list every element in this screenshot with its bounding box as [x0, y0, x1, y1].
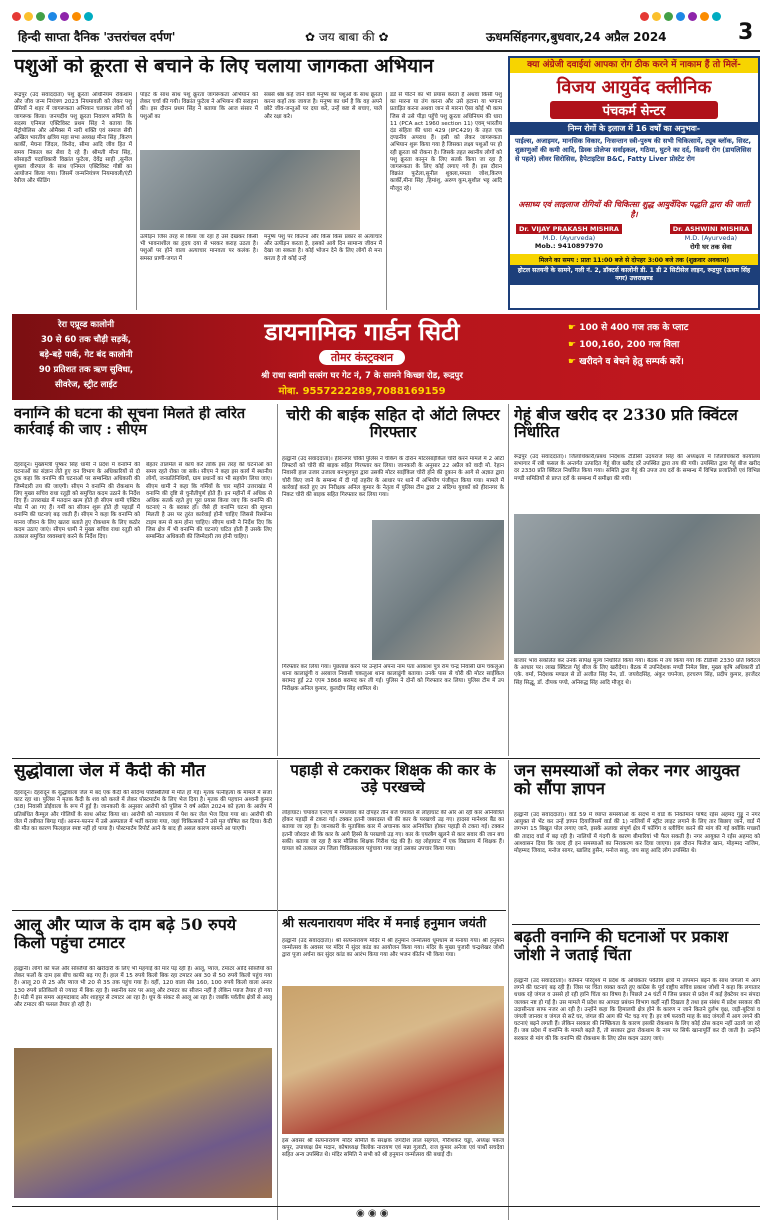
teacher-headline: पहाड़ी से टकराकर शिक्षक की कार के उड़े परखच्चे — [290, 762, 496, 796]
forest-fire-col1: देहरादून। मुख्यमंत्री पुष्कर सिंह धामी ने प्रदेश में वनाग्नि की घटनाओं का संज्ञान लेते हुए वन विभाग के अधिकारियों से दो टूक कहा कि वनाग्नि की घटनाओं पर सम्बन्धित अधिकारी की जिम्मेदारी तय की जाएगी। सीएम ने वनाग्नि की रोकथाम के लिए मुख्य सचिव राधा रतूड़ी को समुचित कदम उठाने के निर्देश दिए हैं। उत्तराखंड में मतदान खत्म होते ही सीएम धामी एक्टिव मोड में आ गए हैं। गर्मी का सीजन शुरू होते ही पहाड़ों में वनाग्नि की घटनाएं बढ़ जाती हैं। सीएम ने कहा कि वनाग्नि को मानव जीवन के लिए खतरा बताते हुए रोकथाम के लिए कठोर कदम उठाए जाएं। सीएम धामी ने मुख्य सचिव राधा रतूड़ी को तत्काल समुचित व्यवस्थाएं करने के निर्देश दिए। — [14, 462, 140, 541]
garden-address: श्री राधा स्वामी सत्संग घर गेट नं, 7 के सामने किच्छा रोड, रूद्रपुर — [261, 371, 463, 381]
story1-col2-bottom: उत्पीड़न जिस तरह से किया जा रहा है उसे देखकर किसी भी भावनाशील का हृदय दया से भरकर कराह उठता है। पशुओं पर होने वाला अत्याचार मानवता पर कलंक है। समस्त प्राणी-जगत में — [140, 234, 258, 262]
veg-body: हल्द्वानी। लोगों को फल और सब्जियों की खरीदारी के लिए भी महंगाई की मार पड़ रही है। आलू, प्याज, टमाटर आदि सब्जियों को लेकर फलों के दाम इस बीच काफी बढ़ गए हैं। हाल में 15 रुपये किलो बिक रहा टमाटर अब 30 से 50 रुपये किलो पहुंच गया है। आलू 20 से 25 और प्याज भी 20 से 35 तक पहुंच गया है। वहीं, 120 वाला सेब 160, 100 रुपये किलो वाला अनार 130 रुपये प्रतिकिलो से ज्यादा में बिक रहा है। स्थानीय स्तर पर आलू और टमाटर का सीजन नहीं है लेकिन प्याज तैयार हो गया है। मंडी में इस समय अहमदाबाद और शाहपुर से टमाटर आ रहा है। धूप के संकट से आलू आ रहा है। जबकि पर्वतीय क्षेत्रों से आलू और टमाटर की फसल तैयार हो रही है। — [14, 966, 272, 1009]
clinic-strip: निम्न रोगों के इलाज में 16 वर्षों का अनुभवः- — [510, 122, 758, 135]
color-dot — [712, 12, 721, 21]
color-dot — [24, 12, 33, 21]
garden-left-line2: 30 से 60 तक चौड़ी सड़कें, — [41, 335, 131, 345]
doctor-2-name: Dr. ASHWINI MISHRA — [670, 224, 752, 234]
bike-top: हल्द्वानी (उद संवाददाता)। हीरानगर चौकी पुलिस ने चेकिंग के दौरान मोटरसाईकिल चोरी करने मामले में 2 ऑटो लिफ्टरों को चोरी की बाइक सहित गिरफ्तार कर लिया। जानकारी के अनुसार 22 अप्रैल को वादी मो. रेहान निवासी हाल उजार उजाला बनभूलपुरा द्वारा उसकी मोटर साईकिल चोरी होने की दुकान के आगे से अज्ञात द्वारा चोरी किए जाने के सम्बन्ध में दी गई तहरीर के आधार पर थाने में अभियोग पंजीकृत किया गया। मामले में कार्रवाई करते हुए उप निरीक्षक अनिल कुमार के नेतृत्व में पुलिस टीम द्वारा 2 संदिग्ध युवकों को हीरानगर के निकट चोरी की बाइक सहित गिरफ्तार कर लिया गया। — [282, 456, 504, 499]
garden-right-block — [568, 320, 754, 394]
page-number: 3 — [738, 20, 754, 45]
clinic-name: विजय आयुर्वेद क्लीनिक — [556, 77, 712, 98]
garden-right-line1: ☛ 100 से 400 गज तक के प्लाट — [568, 320, 754, 337]
clinic-address: होटल सतयनी के सामने, गली नं. 2, डॉक्टर्स कालोनी डी. 1 डी 2 सिटीसेल लाइन, रूद्रपुर (ऊधम सिंह नगर) उत्तराखण्ड — [510, 265, 758, 285]
forest-fire-headline: वनाग्नि की घटना की सूचना मिलते ही त्वरित कार्रवाई की जाए : सीएम — [14, 406, 246, 439]
garden-right-line2: ☛ 100,160, 200 गज विला — [568, 337, 754, 354]
story1-col2-top: पॉइंट के साथ साथ पशु क्रूरता जागरूकता अभियान को लेकर चर्चा की गयी। विक्रांत फुटेला ने अभियान की सराहना की। इस दौरान प्रथम सिंह ने बताया कि आज संसार में पशुओं का — [140, 92, 258, 120]
color-dot — [676, 12, 685, 21]
story1-col4: डंडे से पीटने का भी प्रयास करता है अथवा किसी पशु का मारना या तंग करना और उसे हटाना या भगाना प्रताड़ित करना अथवा जान से मारना ऐसा कोई भी काम जिस से उसे पीड़ा पहुँचे पशु क्रूरता अधिनियम की धारा 11 (PCA act 1960 section 11) एवम् भारतीय दंड संहिता की धारा 429 (IPC429) के तहत एक दण्डनीय अपराध हैं। इसी को लेकर जागरूकता अभियान शुरू किया गया है जिसका लक्ष्य पशुओं पर हो रही क्रूरता को रोकना है। जिसके तहत स्थानीय लोगों को पशु क्रूरता कानून के लिए सतर्क किया जा रहा है जागरूकता के लिए कोई लगाए गये हैं। इस दौरान विक्रांत फुटेला,सुनील शुक्ला,ममता जोश,किरण कार्की,मीना सिंह ,हिमांशु, अरुण कुम,सुशील भट्ट आदि मौजूद रहे। — [390, 92, 502, 192]
bike-bottom: गिरफ्तार कर लिया गया। पूछताछ करने पर उन्होंने अपना नाम पता आकाश पुत्र राम चन्द्र निवासी ग्राम चकलुआ थाना कालाढूंगी व अरबाज निवासी चकलुआ थाना कालाढूंगी बताया। उनके पास से चोरी की मोटर साईकिल बरामद हुई 22 एएम 3868 बरामद कर ली गई। पुलिस ने दोनों को गिरफ्तार कर लिया। पुलिस टीम में उप निरीक्षक अनिल कुमार, कुलदीप सिंह शामिल थे। — [282, 664, 504, 692]
temple-top: हल्द्वानी (उद संवाददाता)। श्री सत्यनारायण मंदिर में श्री हनुमान जन्मोत्सव धूमधाम से मनाया गया। श्री हनुमान जन्मोत्सव के अवसर पर मंदिर में सुंदर कांड का आयोजन किया गया। मंदिर के मुख्य पुजारी चन्द्रशेखर जोशी द्वारा पूजा अर्चना कर सुंदर कांड का आरंभ किया गया और भजन कीर्तन भी किया गया। — [282, 938, 504, 959]
clinic-diseases: पाईल्स, अजाइमर, मानसिक विकार, निःसन्तान स्त्री-पुरुष की सभी चिकित्सायें, ट्यूब ब्लॉक, सिस्ट, शुक्राणुओं की कमी आदि, डिस्क प्रोलेप्स सर्वाइकल, गठिया, घुटने का दर्द, किडनी रोग (डायलिसिस से पहले) लीवर सिरोसिस, हैपेटाइटिस B&C, Fatty Liver प्रोस्टेट रोग — [515, 137, 752, 163]
footer-marks: ◉ ◉ ◉ — [356, 1208, 389, 1219]
wheat-bottom: बाजार भाव संकलित कर उनके सापेक्ष मूल्य निर्धारित किया गया। बैठक में तय किया गया कि टीडीसी 2330 प्रति क्विंटल के आधार पर। लाख क्विंटल गेहूं बीज के लिए खरीदेगा। बैठक में उपनिदेशक मण्डी निमेल बिष्ट, मुख्य कृषि अधिकारी डॉ एके. वर्मा, निदेशक मण्डल से डॉ अजीत सिंह नैन, डॉ. जयवेदसिंह, अंकुर चपनेजा, हरचरण सिंह, प्रदीप कुमार, हरजेंदर सिंह सिद्धू, डॉ. दीपक पण्डे, अनिरुद्ध सिंह आदि मौजूद थे। — [514, 658, 760, 686]
mayor-body: हल्द्वानी (उद संवाददाता)। वार्ड 59 में व्याप्त समस्याओं के संदर्भ में वार्ड के निवर्तमान पार्षद रईस अहमद गुड्डू ने नगर आयुक्त से भेंट कर उन्हें ज्ञापन दियाजिसमें वार्ड की 1) नालियों में स्ट्रीट लाइट लगाने के लिए तार बिछाए जाने, वार्ड में लगभग 15 बिखुत पोल लगाए जाने, इसके अलावा संपूर्ण क्षेत्र में फॉगिंग व ब्लीचिंग करने की मांग की गई क्योंकि मच्छरों की तादाद वार्ड में बढ़ रही है। नालियों में गंदगी के कारण बीमारियां भी फैल सकती है। नगर आयुक्त ने रईस अहमद को आश्वासन दिया कि जल्द ही इन समस्याओं का निराकरण कर दिया जाएगा। इस दौरान फिरोज खान, मोहम्मद नाजिम, मोहम्मद जियाद, मनोज सागर, खालिद हुसैन, मनोज साहू, जय साहू आदि लोग उपस्थित थे। — [514, 812, 760, 855]
wheat-top: रूद्रपुर (उद संवाददाता)। जिलाधिकारी/प्रबंध निदेशक टीडीसी उदयराज सिंह की अध्यक्षता में जिलाधिकारी कार्यालय सभागार में रबी फसल के अन्तर्गत उत्पादित गेहूं बीज खरीद दरें उपस्थित द्वारा तय की गयी। उपस्थित द्वारा गेहूं बीज खरीद दर 2330 प्रति क्विंटल निर्धारित किया गया। समिति द्वारा गेहूं की उपज तय दरों के सम्बन्ध में विभिन्न प्रजातियों एवं विभिन्न मण्डी समितियों से प्राप्त दरों के सम्बन्ध में समीक्षा की गयी। — [514, 454, 760, 482]
sparkle-icon: ✿ — [378, 30, 389, 44]
temple-bottom: इस अवसर श्री सत्यनारायण मंदिर समिति के संरक्षक जगदीश लाल सहगल, गौरीशंकर चड्ढा, अध्यक्ष पंकज कपूर, उपाध्यक्ष प्रेम मदान, कोषाध्यक्ष त्रिलोक नारायण एवं मन्ना गुलाटी, राज कुमार अनेजा एवं पार्थो सचदेवा सहित अन्य उपस्थित थे। मंदिर समिति ने सभी को श्री हनुमान जन्मोत्सव की बधाई दी। — [282, 1138, 504, 1159]
clinic-doctors — [510, 221, 758, 254]
teacher-body: लोहाघाट। चंपावत एनएच में मंगलवार को दोपहर तीन बजे चंपावत से लोहाघाट की ओर आ रही कार अनियंत्रित होकर पहाड़ी से टकरा गई। टक्कर इतनी जबरदस्त थी की कार के परखच्चे उड़ गए। हादसा मानेश्वर बैंड का बताया जा रहा है। जानकारी के मुताबिक कार में अचानक कार अनियंत्रित होकर पहाड़ी से टकरा गई। टक्कर इतनी जोरदार थी कि कार के आगे हिस्से के परखच्चे उड़ गए। कार के एयरबैग खुलने से कार सवार की जान बच सकी। बताया जा रहा है कार मौलिक शिक्षक गिरीश चंद्र की है। वह लोहाघाट में एक विद्यालय में शिक्षक हैं। घायल को तत्काल उप जिला चिकित्सालय पहुंचाया गया जहां उसका उपचार किया गया। — [282, 810, 504, 853]
color-dot — [12, 12, 21, 21]
forest-fire-col2: बेहतर तालमेल से कार्य करें ताकि इस तरह की घटनाओं को समय रहते रोका जा सके। सीएम ने कहा इस कार्य में स्थानीय लोगों, जनप्रतिनिधियों, ग्राम प्रधानों का भी सहयोग लिया जाए। सीएम धामी ने कहा कि गर्मियों के चार महीने उत्तराखंड में वनाग्नि की दृष्टि से चुनौतीपूर्ण होते हैं। इन महीनों में अधिक से अधिक सतर्क रहते हुए पूरा प्रयास किया जाए कि वनाग्नि की घटनाएं न के बराबर हों। जैसे ही वनाग्नि घटना की सूचना मिलती है उस पर तुरंत कार्रवाई होनी चाहिए जिससे रिस्पॉन्स टाइम कम से कम होना चाहिए। सीएम धामी ने निर्देश दिए कि जिस क्षेत्र में भी वनाग्नि की घटनाएं घटित होती हैं उसके लिए सम्बन्धित अधिकारी की जिम्मेदारी तय होनी चाहिए। — [146, 462, 272, 541]
doctor-2-note: रोगी घर तक सेवा — [690, 243, 732, 251]
masthead-center — [305, 28, 389, 45]
color-dot — [652, 12, 661, 21]
garden-title: डायनामिक गार्डन सिटी — [264, 318, 460, 346]
color-dot — [36, 12, 45, 21]
doctor-1-mobile: Mob.: 9410897970 — [534, 242, 604, 250]
color-dot — [72, 12, 81, 21]
story1-col3-bottom: मनुष्य पशु पर कितना और किस किस प्रकार से अत्याचार और उत्पीड़न करता है, इसको आये दिन सामान्य जीवन में देखा जा सकता है। कोई भोजन देने के लिए लोगों से मना करता है तो कोई उन्हें — [264, 234, 382, 262]
garden-center-block — [162, 318, 562, 396]
color-dots-left — [12, 6, 96, 25]
bike-photo — [372, 520, 504, 660]
bike-headline: चोरी की बाईक सहित दो ऑटो लिफ्टर गिरफ्तार — [286, 406, 500, 442]
color-dot — [640, 12, 649, 21]
clinic-timing: मिलने का समय : प्रातः 11:00 बजे से दोपहर 3:00 बजे तक (शुक्रवार अवकाश) — [510, 254, 758, 265]
story1-col1: रूद्रपुर (उद संवाददाता) पशु क्रूरता अधिनियम रोकथाम और जीव जन्म नियंत्रण 2023 नियमावली को लेकर पशु प्रेमियों ने शहर में जागरूकता अभियान चलाकर लोगों को जागरूक किया। जनपदीय पशु क्रूरता निवारण समिति के सदस्य एनिमल एक्टिविस्ट प्रथम सिंह ने बताया कि मेट्रोपोलिस और ओमैक्स में नारी शक्ति एवं समाज सेवी अखिल भारतीय क्षत्रिय महा सभा अध्यक्ष मीना सिंह ,किरण कार्की, मेघना जिंदल, विनोद, सीमा आदि जीव हित में समय निकाल कर सेवा दे रहे हैं। श्रीमती मीना सिंह, सोसाइटी पदाधिकारी विक्रांत फुटेला, देवेंद्र साही ,सुनील शुक्ला वीरपाल के साथ एनिमल एक्टिविस्ट गोष्ठी का आयोजन किया गया। जिसमें जन्मनियंत्रण नियमावली/एंटी रेबीज और फीडिंग — [14, 92, 132, 185]
color-dot — [48, 12, 57, 21]
garden-right-line3: ☛ खरीदने व बेचने हेतु सम्पर्क करें। — [568, 354, 754, 371]
sparkle-icon: ✿ — [305, 30, 316, 44]
story1-photo — [140, 150, 360, 230]
doctor-1 — [516, 224, 622, 251]
joshi-headline: बढ़ती वनाग्नि की घटनाओं पर प्रकाश जोशी ने जताई चिंता — [514, 928, 729, 964]
story1-headline: पशुओं को क्रूरता से बचाने के लिए चलाया जागकता अभियान — [14, 56, 434, 77]
garden-left-line5: सीवरेज, स्ट्रीट लाईट — [54, 380, 118, 390]
garden-city-ad — [12, 314, 760, 400]
doctor-2 — [670, 224, 752, 251]
color-dot — [664, 12, 673, 21]
clinic-slogan: असाध्य एवं लाइलाज रोगियों की चिकित्सा शुद्ध आयुर्वेदिक पद्धति द्वारा की जाती है। — [518, 200, 750, 219]
color-dot — [60, 12, 69, 21]
temple-headline: श्री सत्यनारायण मंदिर में मनाई हनुमान जयंती — [282, 916, 487, 930]
wheat-headline: गेहूं बीज खरीद दर 2330 प्रति क्विंटल निर्धारित — [514, 406, 738, 442]
garden-phone: मोबा. 9557222289,7088169159 — [278, 386, 446, 397]
story1-col3-top: सबसे श्रेष्ठ कहे जाने वाले मनुष्य का पशुओं के साथ क्रूरता करना कहाँ तक जायज है। मनुष्य का धर्म है कि वह अपने छोटे जीव-जन्तुओं पर दया करे, उन्हें कष्ट से बचाए, पाले और रक्षा करे। — [264, 92, 382, 120]
color-dot — [84, 12, 93, 21]
masthead-center-text: जय बाबा की — [318, 30, 375, 44]
temple-photo — [282, 986, 504, 1134]
doctor-2-degree: M.D. (Ayurveda) — [684, 234, 738, 242]
masthead-left: हिन्दी साप्ता दैनिक 'उत्तरांचल दर्पण' — [18, 30, 176, 44]
color-dot — [688, 12, 697, 21]
garden-left-line1: रेरा एप्रूव्ड कालोनी — [57, 320, 115, 330]
masthead-date: ऊधमसिंहनगर,बुधवार,24 अप्रैल 2024 — [486, 30, 667, 44]
doctor-1-name: Dr. VIJAY PRAKASH MISHRA — [516, 224, 622, 234]
color-dots-right — [640, 6, 724, 25]
clinic-banner: क्या अंग्रेजी दवाईयां आपका रोग ठीक करने में नाकाम हैं तो मिलें- — [510, 58, 758, 73]
garden-left-block — [16, 318, 156, 396]
jail-headline: सुद्धोवाला जेल में कैदी की मौत — [14, 762, 206, 781]
doctor-1-degree: M.D. (Ayurveda) — [542, 234, 596, 242]
veg-photo — [14, 1048, 272, 1198]
masthead-rule — [12, 50, 760, 52]
garden-left-line3: बड़े-बड़े पार्क, गेट बंद कालोनी — [39, 350, 133, 360]
mayor-headline: जन समस्याओं को लेकर नगर आयुक्त को सौंपा ज्ञापन — [514, 762, 740, 799]
clinic-ad — [508, 56, 760, 310]
joshi-body: हल्द्वानी (उद संवाददाता)। वर्तमान परिदृश्य में प्रदेश के अधिकतर पर्वतीय क्षेत्रों में तापमान बढ़ने के साथ जंगलों में आग लगने की घटनाएं बढ़ रही हैं। जिस पर चिंता व्यक्त करते हुए कांग्रेस के पूर्व राष्ट्रीय सचिव प्रकाश जोशी ने कहा कि लगातार धधक रहे जंगल व उससे हो रही हानि चिंता का विषय है। पिछले 24 घंटों में जिस प्रकार से प्रदेश में कई हेक्टेयर वन संपदा जलकर नष्ट हो गई है। उस मामले में प्रदेश का आपदा प्रबंधन विभाग कहीं नहीं दिखता है तथा इस संबंध में प्रदेश सरकार की उदासीनता साफ नजर आ रही है। उन्होंने कहा कि हिमालयी क्षेत्र होने के कारण न जाने कितने दुर्लभ वृक्ष, जड़ी-बूटियां व जंगली जानवर व जंगल से सटे घर, जंगल की आग की भेंट चढ़ गए हैं। हर वर्ष फरवरी माह के बाद जंगलों में आग लगने की घटनाएं बढ़ने लगती हैं। लेकिन सरकार की निष्क्रियता के कारण इसकी रोकथाम के लिए कोई ठोस कदम नहीं उठाये जा रहे हैं। जब प्रदेश में वनाग्नि के मामले बढ़ते हैं, तो सरकार द्वारा रोकथाम के नाम पर सिर्फ खानापूर्ति कर दी जाती है। उन्होंने सरकार से मांग की कि वनाग्नि की रोकथाम के लिए ठोस कदम उठाए जाएं। — [514, 978, 760, 1042]
wheat-photo — [514, 514, 760, 654]
color-dot — [700, 12, 709, 21]
jail-body: देहरादून। देहरादून के सुद्धोवाला जेल में बंद एक कैदी की संदिग्ध परिस्थितियों में मौत हो गई। मृतक पत्नीहत्या के मामले में सजा काट रहा था। पुलिस ने मृतक कैदी के शव को कब्जे में लेकर पोस्टमार्टम के लिए भेज दिया है। मृतक की पहचान अश्वनी कुमार (38) निवासी डोईवाला के रूप में हुई है। जानकारी के अनुसार आरोपी को पुलिस ने वर्ष अप्रैल 2024 को हत्या के आरोप में प्रतिबंधित कैम्पुल और गोलियों के साथ अरेस्ट किया था। आरोपी को न्यायालय में पेश कर जेल भेज दिया गया था। आरोपी की जेल में तबीयत बिगड़ गई। आनन-फानन में उसे अस्पताल में भर्ती कराया गया, जहां चिकित्सकों ने उसे मृत घोषित कर दिया। कैदी की मौत का कारण फिलहाल स्पष्ट नहीं हो पाया है। पोस्टमार्टम रिपोर्ट आने के बाद ही असल कारण सामने आ पाएगी। — [14, 790, 272, 833]
garden-left-line4: 90 प्रतिशत तक ऋण सुविधा, — [38, 365, 134, 375]
garden-subtitle: तोमर कंस्ट्रक्शन — [319, 350, 405, 365]
veg-headline: आलू और प्याज के दाम बढ़े 50 रुपये किलो पहुंचा टमाटर — [14, 916, 237, 952]
clinic-subtitle: पंचकर्म सेन्टर — [550, 101, 718, 119]
